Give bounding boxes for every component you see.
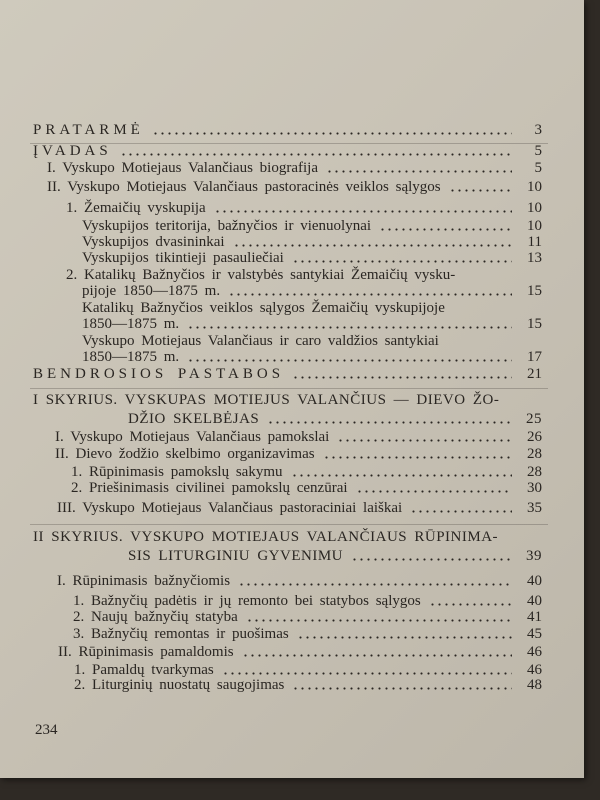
toc-title: III. Vyskupo Motiejaus Valančiaus pastoraciniai laiškai <box>57 500 403 516</box>
toc-entry <box>55 446 542 463</box>
toc-page: 21 <box>527 366 542 382</box>
toc-entry <box>128 548 542 565</box>
leader-dots <box>222 672 512 675</box>
toc-entry <box>73 609 542 626</box>
toc-title: I. Vyskupo Motiejaus Valančiaus pamokslai <box>55 429 330 445</box>
toc-entry <box>128 411 542 428</box>
leader-dots <box>297 636 512 639</box>
leader-dots <box>429 603 512 606</box>
toc-page: 15 <box>527 316 542 332</box>
toc-title: I. Vyskupo Motiejaus Valančiaus biografija <box>47 160 318 176</box>
toc-title: II. Rūpinimasis pamaldomis <box>58 644 234 660</box>
leader-dots <box>410 510 512 513</box>
toc-title-line1: Katalikų Bažnyčios veiklos sąlygos Žemaičių vyskupijoje <box>82 300 445 316</box>
toc-page: 15 <box>527 283 542 299</box>
toc-page: 46 <box>527 662 542 678</box>
toc-entry <box>82 316 542 333</box>
toc-page: 41 <box>527 609 542 625</box>
toc-page: 5 <box>534 160 542 176</box>
leader-dots <box>337 439 512 442</box>
toc-page: 48 <box>527 677 542 693</box>
leader-dots <box>323 456 512 459</box>
toc-title: 2. Priešinimasis civilinei pamokslų cenzūrai <box>71 480 348 496</box>
toc-entry <box>33 122 542 139</box>
toc-entry <box>73 626 542 643</box>
leader-dots <box>120 153 512 156</box>
toc-title: Vyskupijos tikintieji pasauliečiai <box>82 250 284 266</box>
leader-dots <box>228 293 512 296</box>
toc-title: 3. Bažnyčių remontas ir puošimas <box>73 626 289 642</box>
leader-dots <box>379 228 512 231</box>
leader-dots <box>214 210 512 213</box>
toc-page: 46 <box>527 644 542 660</box>
toc-entry <box>82 218 542 235</box>
divider <box>30 388 548 389</box>
toc-page: 3 <box>534 122 542 138</box>
toc-page: 5 <box>534 143 542 159</box>
toc-entry <box>74 677 542 694</box>
leader-dots <box>187 359 512 362</box>
leader-dots <box>356 490 512 493</box>
toc-title: 1. Rūpinimasis pamokslų sakymu <box>71 464 283 480</box>
toc-entry <box>47 179 542 196</box>
toc-entry <box>82 349 542 366</box>
toc-page: 10 <box>527 179 542 195</box>
toc-page: 35 <box>527 500 542 516</box>
toc-page: 10 <box>527 218 542 234</box>
leader-dots <box>246 619 512 622</box>
page-number: 234 <box>35 722 58 738</box>
leader-dots <box>292 687 512 690</box>
divider <box>30 524 548 525</box>
toc-entry <box>55 429 542 446</box>
toc-entry <box>71 464 542 481</box>
leader-dots <box>292 376 512 379</box>
toc-entry <box>57 573 542 590</box>
leader-dots <box>291 474 513 477</box>
toc-entry <box>82 250 542 267</box>
toc-page: 30 <box>527 480 542 496</box>
toc-page: 11 <box>527 234 542 250</box>
toc-page: 13 <box>527 250 542 266</box>
toc-page: 40 <box>527 573 542 589</box>
leader-dots <box>292 260 512 263</box>
toc-title: ĮVADAS <box>33 143 112 159</box>
toc-title: Vyskupijos teritorija, bažnyčios ir vienuolynai <box>82 218 372 234</box>
leader-dots <box>152 132 512 135</box>
toc-entry <box>57 500 542 517</box>
leader-dots <box>233 244 512 247</box>
toc-entry <box>47 160 542 177</box>
toc-entry <box>33 366 542 383</box>
toc-title: SIS LITURGINIU GYVENIMU <box>128 548 343 564</box>
toc-title-line1: I SKYRIUS. VYSKUPAS MOTIEJUS VALANČIUS — DIEVO ŽO- <box>33 392 500 408</box>
toc-page: 25 <box>526 411 542 427</box>
toc-title-line1: II SKYRIUS. VYSKUPO MOTIEJAUS VALANČIAUS RŪPINIMA- <box>33 529 499 545</box>
toc-page: 10 <box>527 200 542 216</box>
toc-entry <box>66 200 542 217</box>
toc-title: 1. Žemaičių vyskupija <box>66 200 206 216</box>
toc-title: II. Vyskupo Motiejaus Valančiaus pastoracinės veiklos sąlygos <box>47 179 441 195</box>
toc-title: Vyskupijos dvasininkai <box>82 234 225 250</box>
toc-title: DŽIO SKELBĖJAS <box>128 411 260 427</box>
toc-title: 1850—1875 m. <box>82 316 180 332</box>
toc-entry <box>33 143 542 160</box>
toc-title: pijoje 1850—1875 m. <box>82 283 221 299</box>
leader-dots <box>187 326 512 329</box>
toc-title-line1: Vyskupo Motiejaus Valančiaus ir caro valdžios santykiai <box>82 333 439 349</box>
toc-title: 2. Naujų bažnyčių statyba <box>73 609 238 625</box>
toc-title: 1850—1875 m. <box>82 349 180 365</box>
toc-entry <box>73 593 542 610</box>
leader-dots <box>242 654 512 657</box>
toc-title: 1. Pamaldų tvarkymas <box>74 662 214 678</box>
toc-entry <box>82 283 542 300</box>
toc-entry <box>71 480 542 497</box>
leader-dots <box>351 558 512 561</box>
toc-page: 45 <box>527 626 542 642</box>
toc-title: I. Rūpinimasis bažnyčiomis <box>57 573 231 589</box>
toc-page: 40 <box>527 593 542 609</box>
toc-page: 17 <box>527 349 542 365</box>
toc-title-line1: 2. Katalikų Bažnyčios ir valstybės santykiai Žemaičių vysku- <box>66 267 456 283</box>
toc-title: 2. Liturginių nuostatų saugojimas <box>74 677 285 693</box>
toc-page: 26 <box>527 429 542 445</box>
leader-dots <box>267 421 512 424</box>
toc-entry <box>58 644 542 661</box>
toc-page: 28 <box>527 464 542 480</box>
toc-title: 1. Bažnyčių padėtis ir jų remonto bei statybos sąlygos <box>73 593 421 609</box>
toc-entry <box>82 234 542 251</box>
toc-title: II. Dievo žodžio skelbimo organizavimas <box>55 446 315 462</box>
toc-title: PRATARMĖ <box>33 122 144 138</box>
toc-title: BENDROSIOS PASTABOS <box>33 366 285 382</box>
leader-dots <box>326 170 512 173</box>
toc-page: 28 <box>527 446 542 462</box>
toc-page: 39 <box>526 548 542 564</box>
leader-dots <box>238 583 512 586</box>
leader-dots <box>449 189 512 192</box>
